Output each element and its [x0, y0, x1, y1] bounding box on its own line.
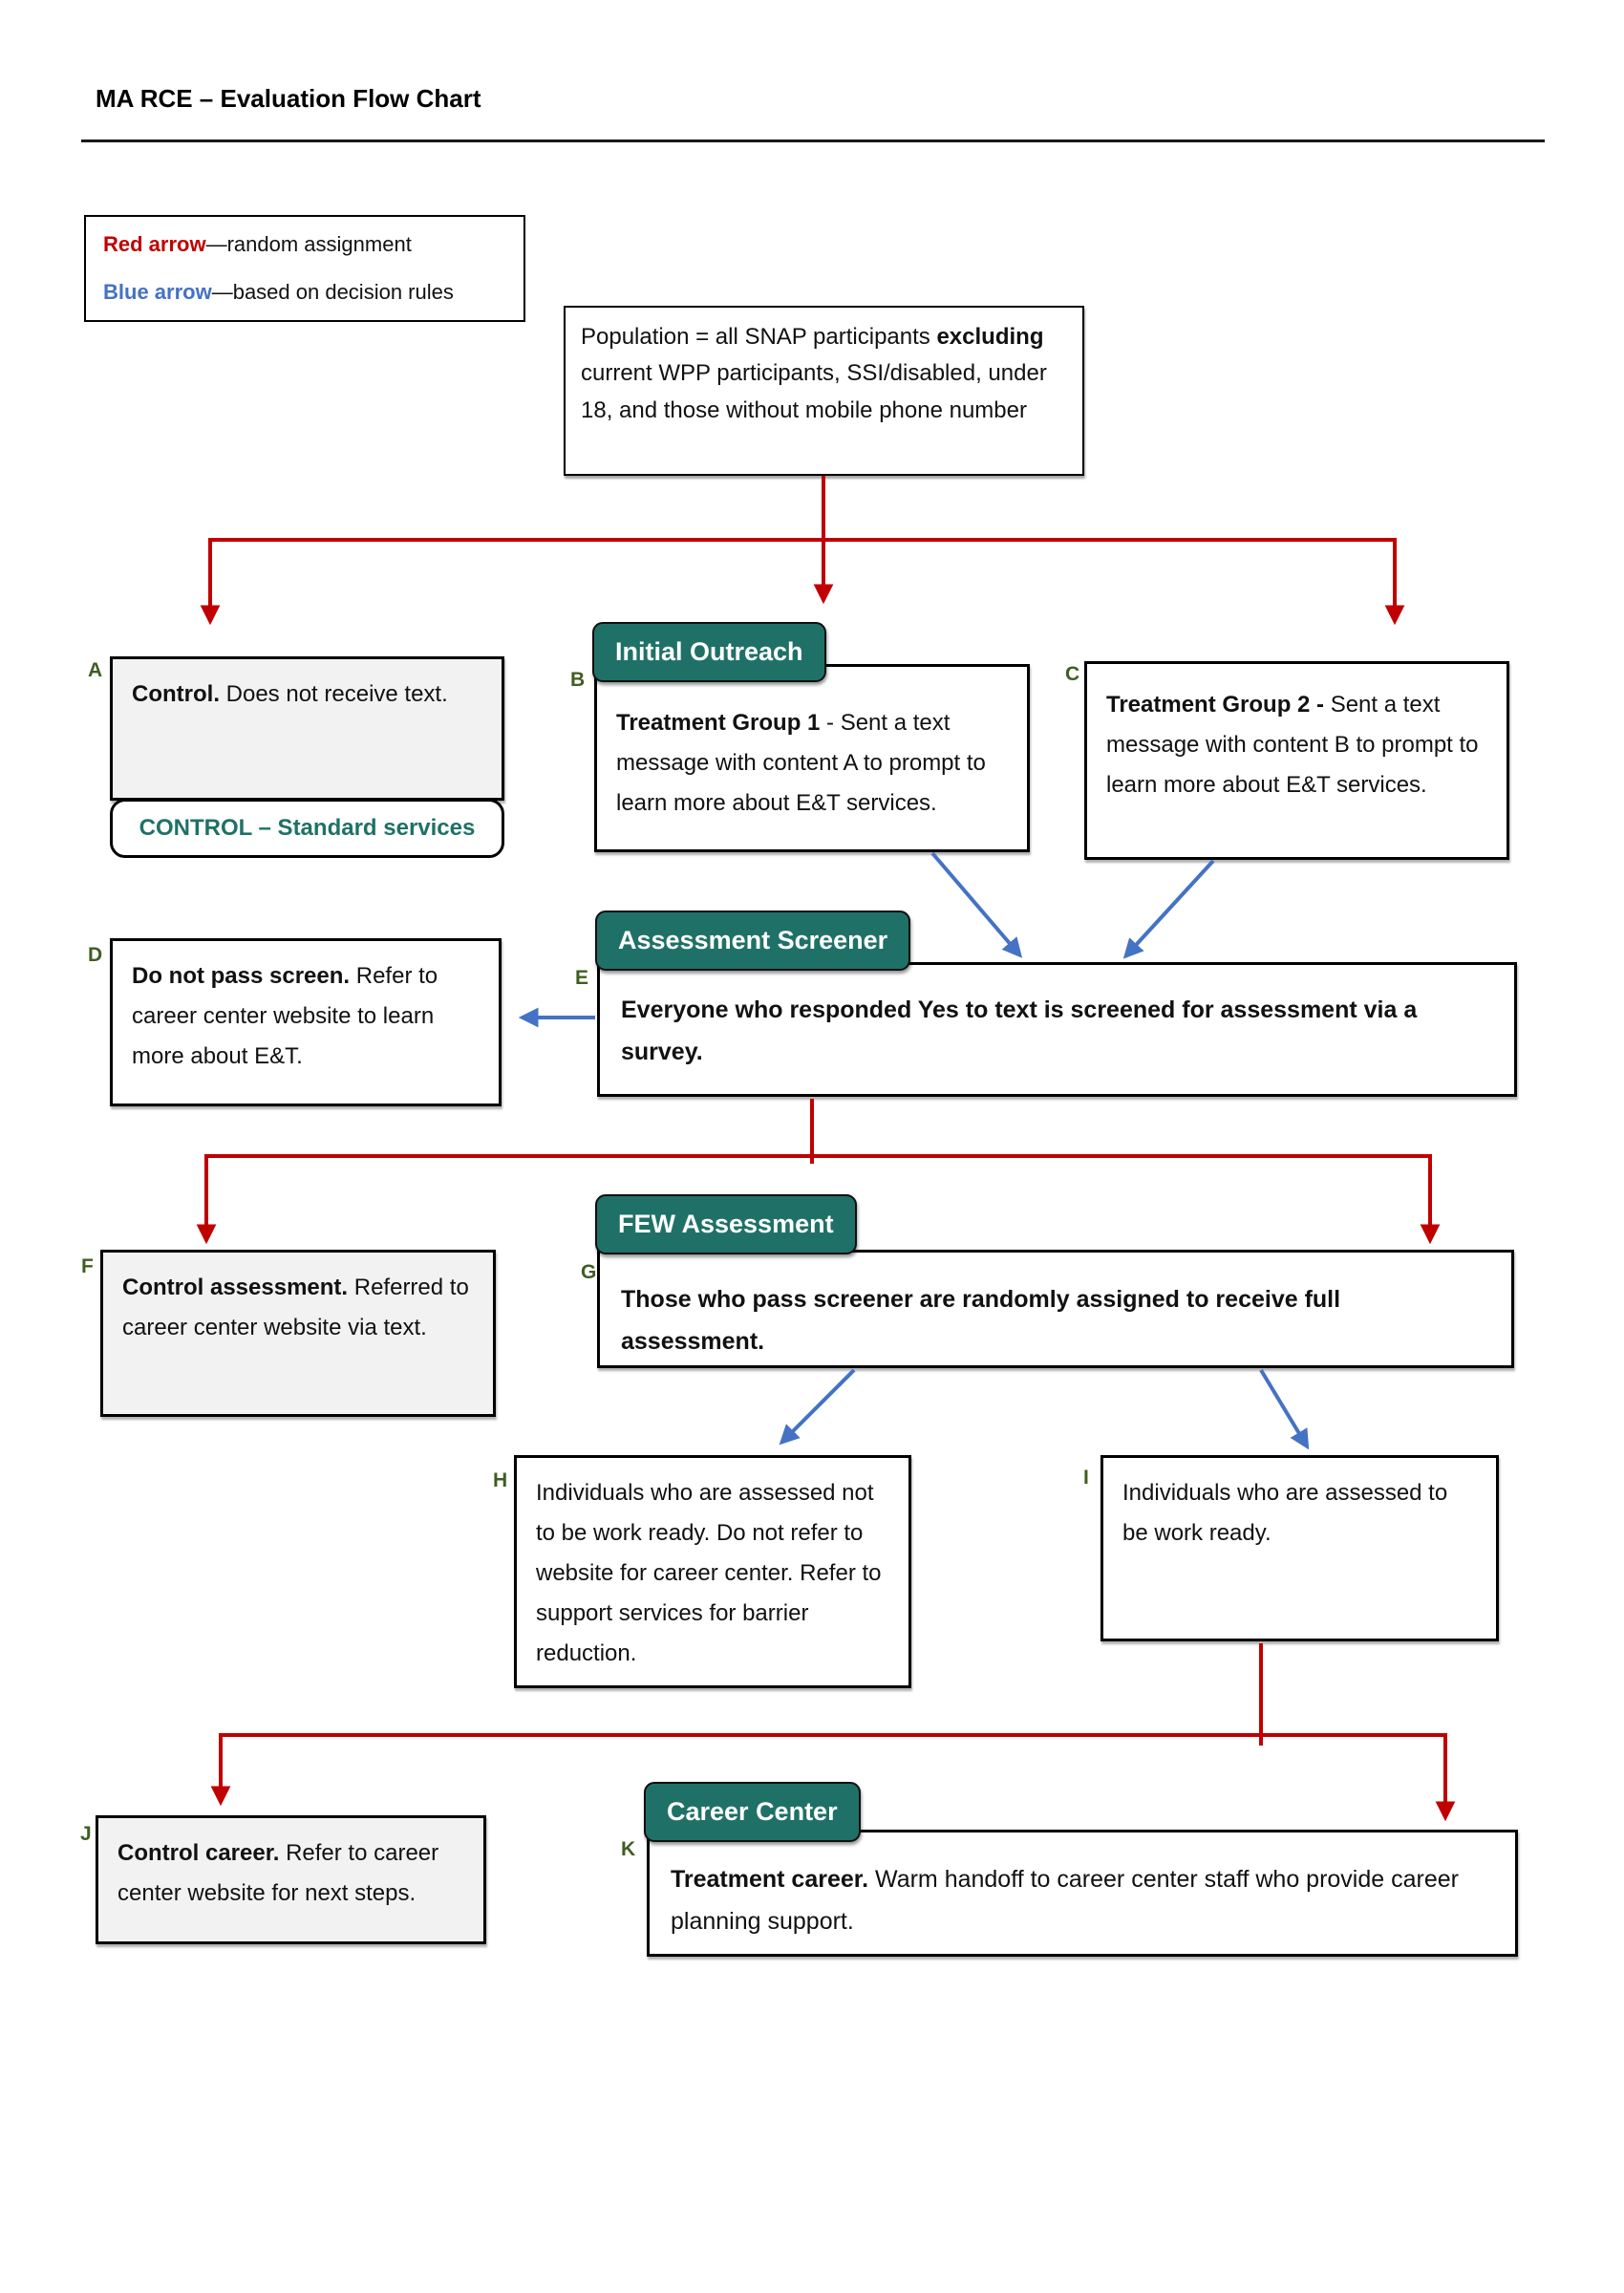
node-i-work-ready — [1100, 1455, 1499, 1641]
header-assessment-screener: Assessment Screener — [595, 911, 910, 971]
node-e-text: Everyone who responded Yes to text is screened for assessment via a survey. — [621, 996, 1418, 1065]
legend-red-desc: —random assignment — [205, 232, 412, 256]
label-f: F — [81, 1255, 94, 1277]
legend-red-term: Red arrow — [103, 232, 206, 256]
node-d-text: Refer to career center website to learn more about E&T. — [132, 963, 438, 1069]
node-h-text: Individuals who are assessed not to be work ready. Do not refer to website for career center. Refer to support services for barrier reduction. — [536, 1480, 882, 1666]
label-e: E — [575, 967, 589, 989]
population-text-bold: excluding — [936, 324, 1044, 350]
node-j-control-career — [96, 1815, 486, 1944]
arrow-b-to-e — [932, 853, 1018, 954]
page-title: MA RCE – Evaluation Flow Chart — [96, 84, 481, 113]
node-f-bold: Control assessment. — [122, 1275, 349, 1300]
node-f-text: Referred to career center website via text. — [122, 1275, 469, 1340]
node-k-text: Warm handoff to career center staff who provide career planning support. — [671, 1866, 1459, 1935]
node-b-bold: Treatment Group 1 — [616, 710, 821, 736]
node-population — [564, 306, 1084, 476]
node-a-control — [110, 656, 504, 801]
node-k-treatment-career — [647, 1830, 1518, 1957]
node-i-text: Individuals who are assessed to be work ready. — [1122, 1480, 1448, 1546]
label-c: C — [1065, 663, 1080, 685]
node-a-bold: Control. — [132, 681, 220, 707]
header-initial-outreach: Initial Outreach — [592, 622, 826, 682]
label-b: B — [570, 669, 586, 691]
legend — [84, 215, 525, 322]
label-h: H — [493, 1469, 508, 1491]
legend-blue-line — [103, 280, 506, 305]
node-d-bold: Do not pass screen. — [132, 963, 351, 989]
label-a: A — [88, 659, 103, 681]
node-a-text: Does not receive text. — [219, 681, 448, 707]
arrow-g-to-i — [1261, 1370, 1306, 1445]
title-divider — [81, 139, 1545, 142]
legend-blue-term: Blue arrow — [103, 280, 212, 304]
node-k-bold: Treatment career. — [671, 1866, 869, 1893]
label-i: I — [1083, 1467, 1089, 1489]
label-g: G — [581, 1261, 597, 1283]
header-few-assessment: FEW Assessment — [595, 1194, 857, 1254]
node-a-standard-services — [110, 799, 504, 858]
node-c-bold: Treatment Group 2 - — [1106, 692, 1331, 718]
population-text-post: current WPP participants, SSI/disabled, under 18, and those without mobile phone number — [581, 360, 1047, 423]
node-c-treatment-group-2 — [1084, 661, 1509, 860]
arrow-c-to-e — [1127, 861, 1213, 954]
label-k: K — [621, 1838, 636, 1860]
node-j-bold: Control career. — [118, 1840, 280, 1866]
node-d-do-not-pass — [110, 938, 502, 1106]
label-j: J — [80, 1823, 92, 1845]
node-j-text: Refer to career center website for next steps. — [118, 1840, 439, 1906]
node-g-full-assessment — [597, 1250, 1514, 1368]
node-b-treatment-group-1 — [594, 664, 1030, 852]
control-standard-services-text: CONTROL – Standard services — [139, 815, 476, 841]
label-d: D — [88, 944, 103, 966]
legend-blue-desc: —based on decision rules — [211, 280, 454, 304]
node-f-control-assessment — [100, 1250, 496, 1417]
node-g-text: Those who pass screener are randomly assigned to receive full assessment. — [621, 1286, 1341, 1355]
node-b-text: - Sent a text message with content A to prompt to learn more about E&T services. — [616, 710, 986, 816]
arrow-g-to-h — [783, 1370, 854, 1441]
header-career-center: Career Center — [644, 1782, 861, 1842]
population-text-pre: Population = all SNAP participants — [581, 324, 937, 350]
node-h-not-work-ready — [514, 1455, 911, 1688]
node-e-screened — [597, 962, 1517, 1097]
legend-red-line — [103, 232, 506, 257]
node-c-text: Sent a text message with content B to prompt to learn more about E&T services. — [1106, 692, 1479, 798]
